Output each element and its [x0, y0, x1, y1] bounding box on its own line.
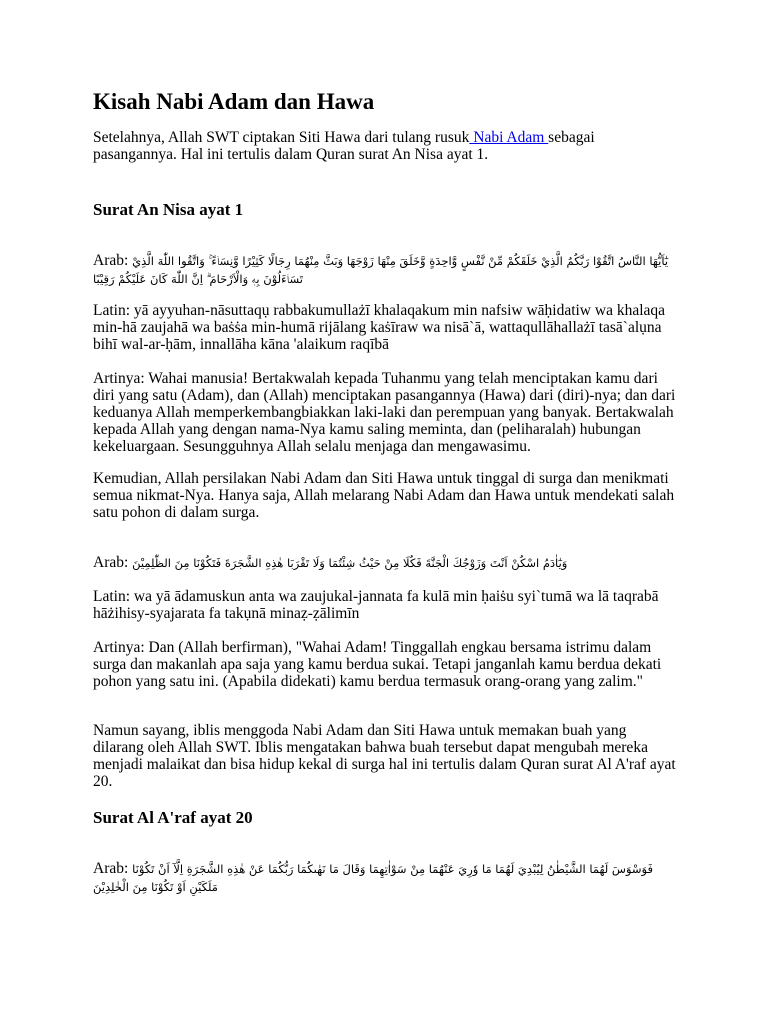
intro-text-before: Setelahnya, Allah SWT ciptakan Siti Hawa dari tulang rusuk — [93, 129, 470, 146]
arab-label: Arab: — [93, 252, 129, 269]
arab-text-an-nisa: يٰٓاَيُّهَا النَّاسُ اتَّقُوْا رَبَّكُمُ الَّذِيْ خَلَقَكُمْ مِّنْ نَّفْسٍ وَّاحِدَةٍ وَّخَلَقَ مِنْهَا زَوْجَهَا وَبَثَّ مِنْهُمَا رِجَالًا كَثِيْرًا وَّنِسَاۤءً ۚ وَاتَّقُوا اللّٰهَ الَّذِيْ تَسَاۤءَلُوْنَ بِهٖ وَالْاَرْحَامَ ۗ اِنَّ اللّٰهَ كَانَ عَلَيْكُمْ رَقِيْبًا — [93, 254, 669, 286]
arab-text-al-baqarah: وَيٰٓاٰدَمُ اسْكُنْ اَنْتَ وَزَوْجُكَ الْجَنَّةَ فَكُلَا مِنْ حَيْثُ شِئْتُمَا وَلَا تَقْرَبَا هٰذِهِ الشَّجَرَةَ فَتَكُوْنَا مِنَ الظّٰلِمِيْنَ — [132, 556, 568, 570]
heading-an-nisa: Surat An Nisa ayat 1 — [93, 200, 244, 219]
artinya-al-baqarah: Artinya: Dan (Allah berfirman), "Wahai Adam! Tinggallah engkau bersama istrimu dalam surga dan makanlah apa saja yang kamu berdua sukai. Tetapi janganlah kamu berdua dekati pohon yang satu ini. (Apabila didekati) kamu berdua termasuk orang-orang yang zalim." — [93, 639, 662, 690]
paragraph-kemudian: Kemudian, Allah persilakan Nabi Adam dan Siti Hawa untuk tinggal di surga dan menikmati semua nikmat-Nya. Hanya saja, Allah melarang Nabi Adam dan Hawa untuk mendekati salah satu pohon di dalam surga. — [93, 470, 675, 521]
arab-label: Arab: — [93, 860, 129, 877]
intro-text-after: sebagai pasangannya. Hal ini tertulis dalam Quran surat An Nisa ayat 1. — [93, 129, 595, 163]
arab-verse-an-nisa — [93, 252, 678, 288]
arab-verse-al-baqarah — [93, 554, 678, 572]
arab-label: Arab: — [93, 554, 129, 571]
arab-verse-al-araf — [93, 860, 678, 896]
heading-al-araf: Surat Al A'raf ayat 20 — [93, 808, 253, 827]
page-title: Kisah Nabi Adam dan Hawa — [93, 89, 375, 114]
artinya-an-nisa: Artinya: Wahai manusia! Bertakwalah kepada Tuhanmu yang telah menciptakan kamu dari diri yang satu (Adam), dan (Allah) menciptakan pasangannya (Hawa) dari (diri)-nya; dan dari keduanya Allah memperkembangbiakkan laki-laki dan perempuan yang banyak. Bertakwalah kepada Allah yang dengan nama-Nya kamu saling meminta, dan (peliharalah) hubungan kekeluargaan. Sesungguhnya Allah selalu menjaga dan mengawasimu. — [93, 370, 676, 455]
arab-text-al-araf: فَوَسْوَسَ لَهُمَا الشَّيْطٰنُ لِيُبْدِيَ لَهُمَا مَا وٗرِيَ عَنْهُمَا مِنْ سَوْاٰتِهِمَا وَقَالَ مَا نَهٰىكُمَا رَبُّكُمَا عَنْ هٰذِهِ الشَّجَرَةِ اِلَّآ اَنْ تَكُوْنَا مَلَكَيْنِ اَوْ تَكُوْنَا مِنَ الْخٰلِدِيْنَ — [93, 862, 653, 894]
latin-an-nisa: Latin: yā ayyuhan-nāsuttaqụ rabbakumullażī khalaqakum min nafsiw wāḥidatiw wa khalaqa min-hā zaujahā wa baṡṡa min-humā rijālang kaṡīraw wa nisā`ā, wattaqullāhallażī tasā`alụna bihī wal-ar-ḥām, innallāha kāna 'alaikum raqībā — [93, 302, 666, 353]
paragraph-namun: Namun sayang, iblis menggoda Nabi Adam dan Siti Hawa untuk memakan buah yang dilarang oleh Allah SWT. Iblis mengatakan bahwa buah tersebut dapat mengubah mereka menjadi malaikat dan bisa hidup kekal di surga hal ini tertulis dalam Quran surat Al A'raf ayat 20. — [93, 722, 676, 790]
nabi-adam-link[interactable]: Nabi Adam — [469, 129, 549, 146]
latin-al-baqarah: Latin: wa yā ādamuskun anta wa zaujukal-jannata fa kulā min ḥaiṡu syi`tumā wa lā taqrabā hāżihisy-syajarata fa takụnā minaẓ-ẓālimīn — [93, 588, 659, 622]
intro-paragraph — [93, 129, 678, 163]
